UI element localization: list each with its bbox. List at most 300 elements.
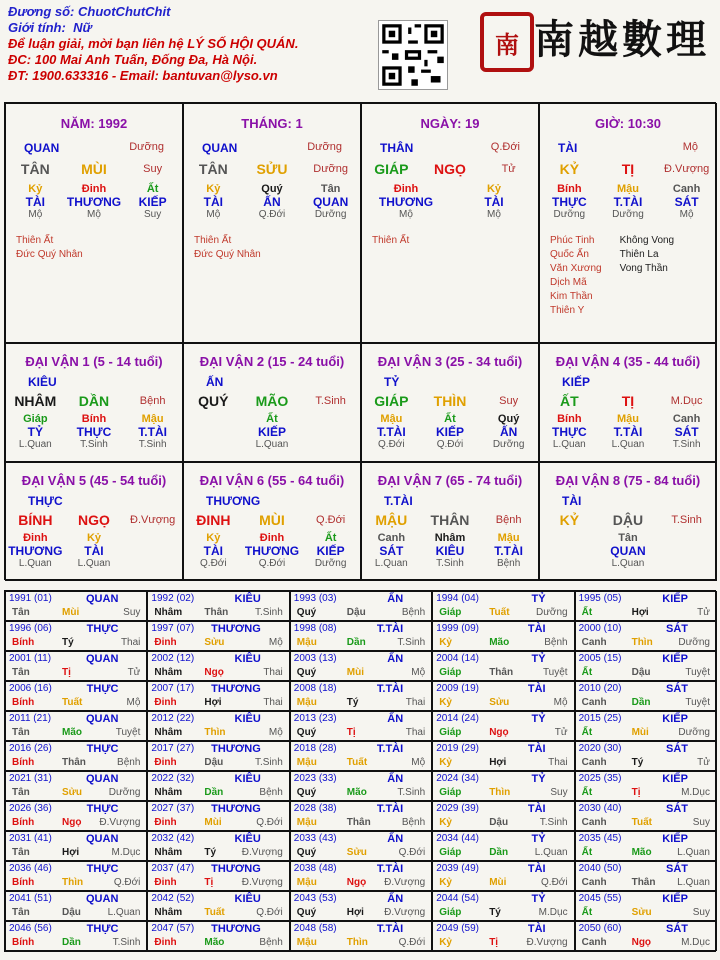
annual-branch: Mão <box>62 727 82 738</box>
annual-stem: Giáp <box>439 667 462 678</box>
annual-branch: Mùi <box>346 667 365 678</box>
pillar-state: Q.Đới <box>490 141 520 153</box>
annual-year: 2027 (37) <box>151 803 195 814</box>
hidden-state: T.Sinh <box>436 558 464 569</box>
annual-branch: Tuất <box>62 697 83 708</box>
pillar-main-row <box>540 161 716 177</box>
pillar-hidden-row <box>540 183 716 195</box>
dai-van-cell <box>183 343 361 462</box>
annual-god: TÀI <box>527 863 546 875</box>
dai-van-hidden-state-row <box>6 558 182 569</box>
dai-van-hidden-row <box>362 532 538 544</box>
annual-god: KIÊU <box>234 593 261 605</box>
pillar-branch: NGỌ <box>434 161 466 177</box>
annual-cell <box>575 921 717 951</box>
annual-cell <box>147 861 289 891</box>
pillar-stem: TÂN <box>198 161 228 177</box>
star-item: Thiên Ất <box>194 235 232 246</box>
annual-branch: Tị <box>204 877 214 888</box>
annual-stem: Tân <box>12 907 30 918</box>
star-item: Đức Quý Nhân <box>194 249 261 260</box>
annual-state: Suy <box>692 907 710 918</box>
dai-van-hidden-row <box>540 413 716 425</box>
annual-state: Mộ <box>268 637 283 648</box>
pillar-state: Dưỡng <box>307 141 342 153</box>
annual-state: Q.Đới <box>113 877 141 888</box>
hidden-state: T.Sinh <box>80 439 108 450</box>
annual-state: Đ.Vượng <box>241 877 283 888</box>
annual-state: Bệnh <box>544 637 568 648</box>
dai-van-cell <box>539 462 717 581</box>
annual-year: 2042 (52) <box>151 893 195 904</box>
hidden-state <box>658 558 716 569</box>
dai-van-hidden-god-row <box>184 544 360 558</box>
dai-van-stem: GIÁP <box>374 393 409 409</box>
annual-state: L.Quan <box>534 847 568 858</box>
annual-state: T.Sinh <box>254 607 283 618</box>
dai-van-state: T.Sinh <box>315 395 346 407</box>
annual-branch: Thìn <box>631 637 653 648</box>
phone-email-line: ĐT: 1900.633316 - Email: bantuvan@lyso.vn <box>8 68 278 83</box>
annual-year: 2021 (31) <box>9 773 52 784</box>
annual-stem: Kỷ <box>439 757 452 768</box>
annual-branch: Ngọ <box>489 727 509 738</box>
hidden-stem: Mậu <box>616 413 639 425</box>
pillar-branch: TỊ <box>621 161 635 177</box>
dai-van-state: Đ.Vượng <box>130 514 176 526</box>
annual-branch: Dậu <box>489 817 509 828</box>
annual-cell <box>5 861 147 891</box>
hidden-stem: Canh <box>672 413 701 425</box>
annual-state: Đ.Vượng <box>99 817 141 828</box>
annual-cell <box>290 591 432 621</box>
hidden-stem: Mậu <box>497 532 520 544</box>
annual-year: 1993 (03) <box>293 593 337 604</box>
hidden-god: KIẾP <box>138 195 167 209</box>
dai-van-main-row <box>540 393 716 409</box>
annual-year: 2003 (13) <box>293 653 337 664</box>
stars-col <box>540 234 602 318</box>
annual-cell <box>575 681 717 711</box>
pillar-state: Dưỡng <box>129 141 164 153</box>
annual-cell <box>432 741 574 771</box>
annual-year: 2046 (56) <box>9 923 52 934</box>
qr-code-icon <box>378 20 448 90</box>
annual-god: QUAN <box>86 833 119 845</box>
pillar-god-row <box>362 141 538 155</box>
dai-van-main-row <box>540 512 716 528</box>
hidden-state: Q.Đới <box>200 558 227 569</box>
pillar-branch-state: Đ.Vượng <box>664 163 710 175</box>
annual-stem: Kỷ <box>439 697 452 708</box>
dai-van-title: ĐẠI VẬN 2 (15 - 24 tuổi) <box>199 354 345 369</box>
annual-cell <box>290 681 432 711</box>
annual-state: Bệnh <box>401 817 426 828</box>
annual-cell <box>575 771 717 801</box>
dai-van-god: ẤN <box>206 375 224 389</box>
dai-van-branch: DẬU <box>612 512 644 528</box>
hidden-stem: Kỷ <box>486 183 502 195</box>
hidden-stem: Ất <box>146 183 159 195</box>
star-item: Đức Quý Nhân <box>16 249 83 260</box>
hidden-god: T.TÀI <box>613 425 643 439</box>
dai-van-branch: DẦN <box>78 393 110 409</box>
pillar-hidden-state-row <box>362 209 538 220</box>
dai-van-main-row <box>362 512 538 528</box>
annual-stem: Mậu <box>296 937 317 948</box>
annual-god: TÀI <box>527 803 546 815</box>
annual-state: L.Quan <box>677 847 710 858</box>
dai-van-hidden-state-row <box>184 439 360 450</box>
dai-van-stem: NHÂM <box>14 393 57 409</box>
annual-state: Thai <box>405 727 426 738</box>
annual-year: 2013 (23) <box>293 713 337 724</box>
annual-year: 2012 (22) <box>151 713 195 724</box>
annual-year: 2014 (24) <box>436 713 479 724</box>
annual-god: KIÊU <box>234 833 261 845</box>
dai-van-main-row <box>184 512 360 528</box>
annual-year: 2020 (30) <box>578 743 622 754</box>
annual-god: THỰC <box>86 683 119 695</box>
annual-state: Tử <box>697 607 710 618</box>
hidden-state: Q.Đới <box>258 209 286 220</box>
annual-god: KIẾP <box>662 893 688 905</box>
hidden-stem: Đinh <box>81 183 107 195</box>
hidden-god: ẤN <box>263 195 281 209</box>
annual-god: T.TÀI <box>376 683 404 695</box>
pillar-branch-state: Suy <box>143 163 163 175</box>
annual-branch: Ngọ <box>346 877 367 888</box>
annual-state: T.Sinh <box>254 757 283 768</box>
annual-branch: Thân <box>489 667 514 678</box>
annual-branch: Tị <box>489 937 499 948</box>
dai-van-god: TÀI <box>562 494 582 508</box>
annual-cell <box>147 741 289 771</box>
annual-branch: Dần <box>346 637 366 648</box>
annual-god: TÀI <box>527 743 546 755</box>
chart-grid <box>4 102 716 580</box>
annual-stem: Quý <box>296 847 317 858</box>
annual-branch: Mão <box>204 937 225 948</box>
annual-state: Đ.Vượng <box>526 937 568 948</box>
dai-van-hidden-row <box>184 532 360 544</box>
annual-god: KIÊU <box>234 653 261 665</box>
annual-state: Dưỡng <box>678 637 710 648</box>
annual-cell <box>5 741 147 771</box>
annual-cell <box>147 801 289 831</box>
annual-stem: Quý <box>296 727 317 738</box>
annual-stem: Mậu <box>296 877 317 888</box>
pillar-hidden-god-row <box>184 195 360 209</box>
pillar-stars <box>6 234 182 262</box>
annual-god: KIÊU <box>234 713 261 725</box>
hidden-god: QUAN <box>312 195 349 209</box>
dai-van-branch: MÃO <box>255 393 289 409</box>
annual-state: Mộ <box>553 697 568 708</box>
dai-van-state: Q.Đới <box>316 514 346 526</box>
annual-stem: Nhâm <box>154 607 183 618</box>
annual-god: THƯƠNG <box>211 863 261 875</box>
annual-branch: Sửu <box>204 637 225 648</box>
annual-branch: Thìn <box>204 727 226 738</box>
annual-god: QUAN <box>86 713 119 725</box>
dai-van-hidden-state-row <box>6 439 182 450</box>
dai-van-branch: THÌN <box>433 393 467 409</box>
hidden-stem: Giáp <box>23 413 48 425</box>
annual-cell <box>5 681 147 711</box>
star-item: Văn Xương <box>550 263 602 274</box>
hidden-god: TÀI <box>25 195 45 209</box>
dai-van-god: THỰC <box>28 494 63 508</box>
dai-van-state: Suy <box>499 395 519 407</box>
annual-branch: Dậu <box>346 607 366 618</box>
annual-cell <box>5 891 147 921</box>
annual-state: Thai <box>405 697 426 708</box>
annual-state: Thai <box>120 637 141 648</box>
annual-cell <box>432 891 574 921</box>
hidden-stem: Bính <box>81 413 107 425</box>
hidden-state: L.Quan <box>611 558 645 569</box>
annual-god: QUAN <box>86 593 119 605</box>
annual-god: QUAN <box>86 773 119 785</box>
hidden-god: KIẾP <box>435 425 464 439</box>
annual-stem: Đinh <box>154 757 177 768</box>
annual-branch: Tý <box>489 907 501 918</box>
hidden-state: Mộ <box>399 209 413 220</box>
dai-van-state: Bệnh <box>139 395 166 407</box>
hidden-god <box>124 544 182 558</box>
annual-stem: Nhâm <box>154 727 183 738</box>
dai-van-title: ĐẠI VẬN 1 (5 - 14 tuổi) <box>25 354 163 369</box>
annual-cell <box>5 921 147 951</box>
pillar-cell <box>361 103 539 343</box>
pillar-state: Mộ <box>682 141 698 153</box>
dai-van-hidden-state-row <box>362 558 538 569</box>
annual-cell <box>432 861 574 891</box>
star-item: Quốc Ấn <box>550 249 589 260</box>
annual-year: 2015 (25) <box>578 713 622 724</box>
dai-van-stem: KỶ <box>559 512 580 528</box>
annual-branch: Thìn <box>489 787 511 798</box>
pillar-hidden-row <box>362 183 538 195</box>
annual-year: 2049 (59) <box>436 923 479 934</box>
annual-stem: Tân <box>12 607 30 618</box>
annual-cell <box>290 801 432 831</box>
annual-stem: Giáp <box>439 847 462 858</box>
pillar-stars <box>540 234 716 318</box>
annual-branch: Hợi <box>62 847 80 858</box>
dai-van-title: ĐẠI VẬN 7 (65 - 74 tuổi) <box>377 473 523 488</box>
annual-cell <box>432 621 574 651</box>
annual-state: Bệnh <box>259 787 283 798</box>
hidden-state: Bệnh <box>496 558 521 569</box>
annual-god: KIẾP <box>662 713 688 725</box>
annual-stem: Mậu <box>296 817 317 828</box>
annual-stem: Quý <box>296 607 317 618</box>
pillar-stars <box>184 234 360 262</box>
hidden-god: SÁT <box>674 195 699 209</box>
annual-state: Tuyệt <box>685 697 710 708</box>
hidden-stem: Đinh <box>259 532 285 544</box>
annual-state: Thai <box>548 757 568 768</box>
annual-god: T.TÀI <box>376 863 404 875</box>
annual-branch: Ngọ <box>204 667 224 678</box>
annual-branch: Tý <box>346 697 359 708</box>
annual-stem: Giáp <box>439 907 462 918</box>
annual-cell <box>290 771 432 801</box>
annual-year: 2019 (29) <box>436 743 479 754</box>
annual-stem: Kỷ <box>439 877 452 888</box>
pillar-branch-state: Tử <box>501 163 516 175</box>
annual-god: KIẾP <box>662 593 688 605</box>
annual-cell <box>290 711 432 741</box>
annual-stem: Tân <box>12 667 30 678</box>
annual-cell <box>290 741 432 771</box>
annual-cell <box>290 921 432 951</box>
annual-stem: Ất <box>581 607 593 618</box>
hidden-stem: Quý <box>497 413 520 425</box>
hidden-stem <box>540 532 598 544</box>
annual-year: 2036 (46) <box>9 863 52 874</box>
annual-god: TỶ <box>531 833 546 845</box>
annual-cell <box>147 711 289 741</box>
annual-branch: Mão <box>631 847 652 858</box>
annual-god: KIÊU <box>234 893 261 905</box>
annual-god: ẤN <box>387 653 404 665</box>
annual-branch: Tý <box>631 757 644 768</box>
annual-state: Mộ <box>268 727 283 738</box>
annual-cell <box>432 651 574 681</box>
dai-van-hidden-row <box>6 532 182 544</box>
hidden-state: L.Quan <box>255 439 289 450</box>
pillar-cell <box>5 103 183 343</box>
pillar-branch: SỬU <box>256 161 288 177</box>
pillar-title: NGÀY: 19 <box>420 116 480 131</box>
hidden-god: SÁT <box>379 544 404 558</box>
hidden-state <box>124 558 182 569</box>
annual-stem: Giáp <box>439 727 462 738</box>
annual-stem: Ất <box>581 787 593 798</box>
stars-col <box>184 234 261 262</box>
hidden-god: THƯƠNG <box>244 544 300 558</box>
dai-van-hidden-state-row <box>540 439 716 450</box>
annual-stem: Canh <box>581 877 607 888</box>
annual-branch: Mùi <box>489 877 507 888</box>
hidden-god: THỰC <box>552 195 587 209</box>
annual-year: 2005 (15) <box>578 653 622 664</box>
annual-branch: Sửu <box>631 907 652 918</box>
hidden-god: T.TÀI <box>494 544 523 558</box>
pillar-stem: GIÁP <box>374 161 409 177</box>
annual-cell <box>575 621 717 651</box>
annual-god: T.TÀI <box>376 623 404 635</box>
hidden-stem: Kỷ <box>28 183 43 195</box>
annual-state: Tử <box>127 667 141 678</box>
annual-year: 2033 (43) <box>293 833 337 844</box>
pillar-god-row <box>540 141 716 155</box>
annual-stem: Quý <box>296 787 317 798</box>
hidden-state: L.Quan <box>18 558 52 569</box>
dai-van-stem: QUÝ <box>198 393 229 409</box>
dai-van-branch: TỊ <box>621 393 635 409</box>
annual-state: Dưỡng <box>678 727 710 738</box>
annual-branch: Thân <box>631 877 656 888</box>
annual-year: 2001 (11) <box>9 653 52 664</box>
annual-cell <box>575 801 717 831</box>
hidden-stem: Đinh <box>23 532 48 544</box>
star-item: Không Vong <box>619 235 675 246</box>
pillar-stars <box>362 234 538 248</box>
pillar-main-row <box>6 161 182 177</box>
annual-state: Tử <box>554 727 568 738</box>
annual-branch: Tuất <box>346 757 368 768</box>
pillar-hidden-state-row <box>6 209 182 220</box>
annual-year: 2030 (40) <box>578 803 622 814</box>
annual-cell <box>147 651 289 681</box>
annual-state: Tuyệt <box>115 727 141 738</box>
hidden-state <box>184 439 242 450</box>
annual-stem: Tân <box>12 847 30 858</box>
dai-van-hidden-state-row <box>184 558 360 569</box>
dai-van-state: M.Dục <box>670 395 703 407</box>
annual-stem: Canh <box>581 637 607 648</box>
annual-god: THỰC <box>86 623 119 635</box>
dai-van-title: ĐẠI VẬN 5 (45 - 54 tuổi) <box>21 473 167 488</box>
hidden-stem: Tân <box>320 183 341 195</box>
annual-branch: Ngọ <box>631 937 652 948</box>
hidden-state <box>540 558 598 569</box>
annual-cell <box>575 861 717 891</box>
annual-state: L.Quan <box>107 907 141 918</box>
annual-god: SÁT <box>665 743 688 755</box>
dai-van-branch: THÂN <box>430 512 470 528</box>
dai-van-god: TỶ <box>384 375 400 389</box>
hidden-stem: Mậu <box>141 413 164 425</box>
annual-year: 1998 (08) <box>293 623 337 634</box>
annual-god: THỰC <box>86 743 119 755</box>
hidden-state: T.Sinh <box>138 439 167 450</box>
annual-god: ẤN <box>387 773 404 785</box>
hidden-god: TÀI <box>484 195 504 209</box>
hidden-state: L.Quan <box>611 439 645 450</box>
annual-branch: Tuất <box>489 607 510 618</box>
annual-branch: Mùi <box>62 607 80 618</box>
annual-year: 2022 (32) <box>151 773 195 784</box>
annual-year: 2037 (47) <box>151 863 195 874</box>
pillar-hidden-row <box>6 183 182 195</box>
hidden-state: L.Quan <box>18 439 52 450</box>
star-item: Thiên La <box>619 249 659 260</box>
annual-year: 2031 (41) <box>9 833 52 844</box>
annual-branch: Mão <box>346 787 367 798</box>
dai-van-hidden-god-row <box>362 425 538 439</box>
annual-year: 2040 (50) <box>578 863 622 874</box>
annual-god: TỶ <box>531 893 546 905</box>
header-info <box>8 4 368 84</box>
dai-van-hidden-god-row <box>184 425 360 439</box>
pillar-branch-state: Dưỡng <box>313 163 349 175</box>
dai-van-hidden-god-row <box>540 425 716 439</box>
annual-stem: Ất <box>581 907 593 918</box>
annual-god: THƯƠNG <box>211 923 261 935</box>
annual-year: 1997 (07) <box>151 623 195 634</box>
annual-branch: Thân <box>204 607 229 618</box>
dai-van-cell <box>361 343 539 462</box>
annual-stem: Giáp <box>439 607 462 618</box>
dai-van-god: T.TÀI <box>384 494 413 508</box>
annual-year: 1991 (01) <box>9 593 52 604</box>
annual-year: 2018 (28) <box>293 743 337 754</box>
